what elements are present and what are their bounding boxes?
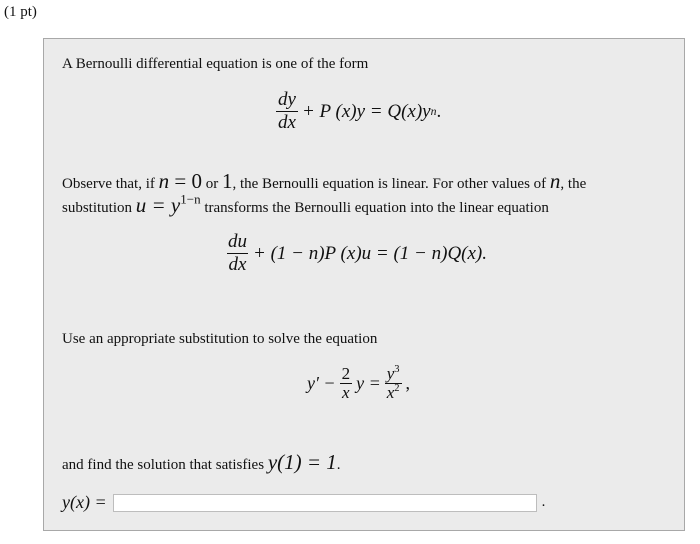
rhs-num bbox=[385, 365, 402, 383]
rhs-num-base: y bbox=[386, 364, 395, 383]
condition-text: y(1) = 1 bbox=[267, 450, 337, 474]
dx: dx bbox=[278, 112, 296, 133]
target-equation bbox=[307, 365, 410, 402]
eq3-end: , bbox=[405, 373, 411, 393]
eq3-lhs: y′ − bbox=[307, 373, 336, 393]
coef-num: 2 bbox=[341, 364, 351, 383]
obs-or: or bbox=[201, 176, 222, 192]
du: du bbox=[228, 231, 247, 252]
du-dx-fraction bbox=[226, 231, 249, 276]
dy-dx-fraction bbox=[276, 89, 298, 134]
find-text: and find the solution that satisfies bbox=[62, 457, 268, 473]
answer-label: y(x) = bbox=[62, 492, 107, 512]
eq1-end: . bbox=[436, 100, 442, 122]
answer-input[interactable] bbox=[113, 494, 537, 512]
obs-eq-y: = y bbox=[146, 193, 181, 217]
obs-u: u bbox=[135, 193, 147, 217]
obs-n2: n bbox=[549, 169, 561, 193]
linear-equation bbox=[222, 231, 487, 276]
intro-text: A Bernoulli differential equation is one of the form bbox=[62, 56, 369, 72]
obs-p1: Observe that, if bbox=[62, 176, 159, 192]
rhs-num-exp: 3 bbox=[394, 364, 400, 376]
observe-line-1 bbox=[62, 170, 586, 195]
obs-one: 1 bbox=[221, 169, 233, 193]
answer-end: . bbox=[541, 494, 546, 510]
rhs-den bbox=[385, 383, 402, 402]
bernoulli-equation: $\frac{dy}{dx}$ + P (x)y = Q(x)y n . bbox=[278, 89, 442, 133]
y3-over-x2-fraction bbox=[385, 365, 402, 402]
problem-box bbox=[43, 38, 685, 531]
condition bbox=[268, 450, 337, 474]
two-over-x-fraction bbox=[340, 365, 353, 402]
points-label: (1 pt) bbox=[4, 4, 37, 20]
obs-p3: , the bbox=[560, 176, 587, 192]
coef-den: x bbox=[342, 383, 350, 402]
rhs-den-base: x bbox=[386, 383, 395, 402]
obs-p5: transforms the Bernoulli equation into the linear equation bbox=[200, 200, 549, 216]
obs-eq-zero: = 0 bbox=[169, 169, 202, 193]
eq2-rest: + (1 − n)P (x)u = (1 − n)Q(x). bbox=[253, 242, 488, 264]
use-substitution-text: Use an appropriate substitution to solve the equation bbox=[62, 331, 378, 347]
eq1-rest: + P (x)y = Q(x)y bbox=[301, 100, 431, 122]
initial-condition-text bbox=[62, 451, 341, 476]
dy: dy bbox=[278, 89, 296, 110]
eq3-y: y = bbox=[356, 373, 381, 393]
obs-p2: , the Bernoulli equation is linear. For other values of bbox=[232, 176, 550, 192]
observe-line-2 bbox=[62, 191, 549, 219]
dx: dx bbox=[228, 254, 247, 275]
obs-n: n bbox=[158, 169, 170, 193]
obs-p4: substitution bbox=[62, 200, 136, 216]
rhs-den-exp: 2 bbox=[394, 383, 400, 395]
find-end: . bbox=[336, 457, 341, 473]
obs-exponent: 1−n bbox=[180, 191, 201, 207]
answer-row bbox=[62, 492, 545, 513]
